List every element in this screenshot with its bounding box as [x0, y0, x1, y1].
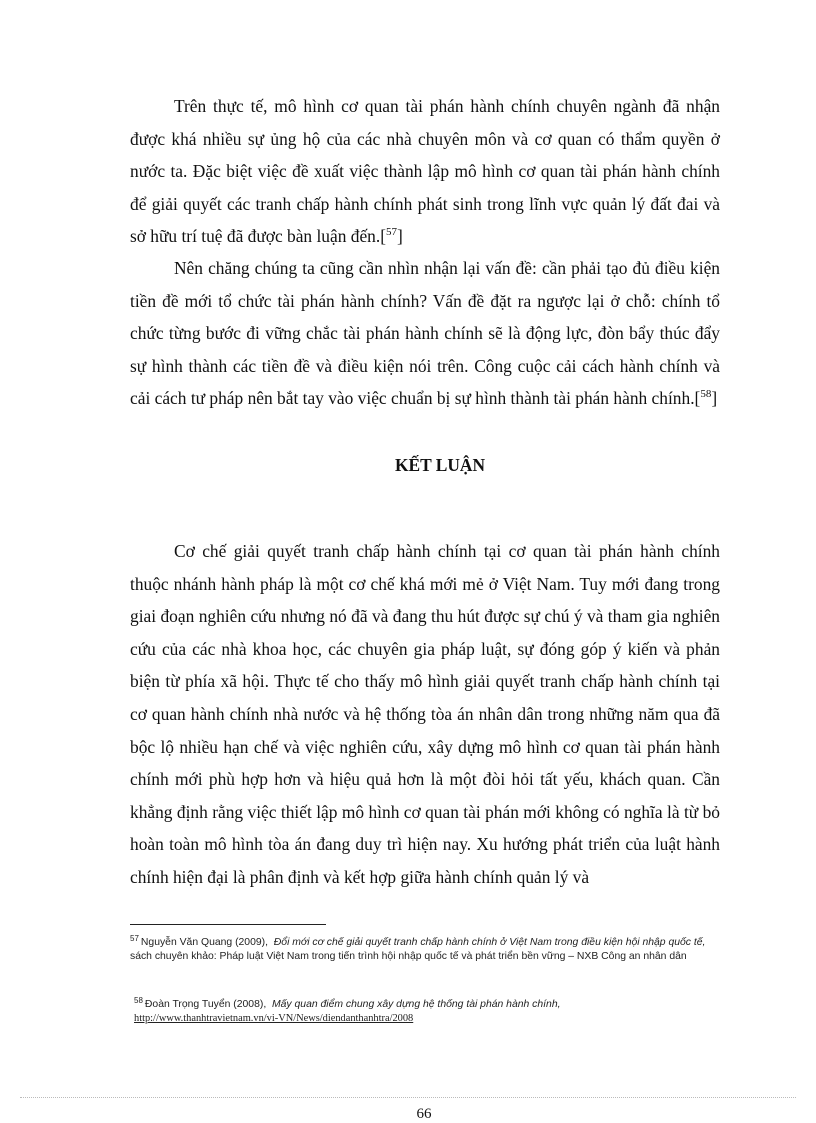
paragraph-1-bracket: ] [397, 226, 403, 247]
footnote-57 [130, 933, 720, 964]
footnote-58-mark: 58 [134, 995, 143, 1005]
footnote-ref-58[interactable]: 58 [700, 388, 712, 401]
section-heading: KẾT LUẬN [394, 455, 486, 475]
footnote-57-title: Đổi mới cơ chế giải quyết tranh chấp hành chính ở Việt Nam trong điều kiện hội nhập quốc tế, [273, 937, 706, 948]
footnote-ref-57[interactable]: 57 [386, 226, 398, 239]
paragraph-3 [130, 535, 720, 894]
paragraph-1 [130, 90, 720, 253]
page-bottom-dotted-line [20, 1097, 796, 1098]
page-number: 66 [416, 1106, 432, 1122]
footnote-57-mark: 57 [130, 933, 139, 943]
paragraph-1-text: Trên thực tế, mô hình cơ quan tài phán hành chính chuyên ngành đã nhận được khá nhiều sự ủng hộ của các nhà chuyên môn và cơ quan có thẩm quyền ở nước ta. Đặc biệt việc đề xuất việc thành lập mô hình cơ quan tài phán hành chính để giải quyết các tranh chấp hành chính phát sinh trong lĩnh vực quản lý đất đai và sở hữu trí tuệ đã được bàn luận đến.[ [130, 96, 720, 247]
paragraph-3-text: Cơ chế giải quyết tranh chấp hành chính tại cơ quan tài phán hành chính thuộc nhánh hành pháp là một cơ chế khá mới mẻ ở Việt Nam. Tuy mới đang trong giai đoạn nghiên cứu nhưng nó đã và đang thu hút được sự chú ý và tham gia nghiên cứu của các nhà khoa học, các chuyên gia pháp luật, sự đóng góp ý kiến và phản biện từ phía xã hội. Thực tế cho thấy mô hình giải quyết tranh chấp hành chính tại cơ quan hành chính nhà nước và hệ thống tòa án nhân dân trong những năm qua đã bộc lộ nhiều hạn chế và việc nghiên cứu, xây dựng mô hình cơ quan tài phán hành chính mới phù hợp hơn và hiệu quả hơn là một đòi hỏi tất yếu, khách quan. Cần khẳng định rằng việc thiết lập mô hình cơ quan tài phán mới không có nghĩa là từ bỏ hoàn toàn mô hình tòa án đang duy trì hiện nay. Xu hướng phát triển của luật hành chính hiện đại là phân định và kết hợp giữa hành chính quản lý và [130, 541, 720, 887]
footnote-58-author: Đoàn Trọng Tuyển (2008), [144, 999, 267, 1010]
paragraph-2-bracket: ] [711, 388, 718, 409]
footnote-58-link[interactable]: http://www.thanhtravietnam.vn/vi-VN/News/diendanthanhtra/2008 [134, 1013, 414, 1024]
footnote-divider [130, 924, 326, 925]
footnote-58-title: Mấy quan điểm chung xây dựng hệ thống tài phán hành chính, [272, 999, 561, 1010]
paragraph-2-text: Nên chăng chúng ta cũng cần nhìn nhận lại vấn đề: cần phải tạo đủ điều kiện tiền đề mới tổ chức tài phán hành chính? Vấn đề đặt ra ngược lại ở chỗ: chính tổ chức từng bước đi vững chắc tài phán hành chính sẽ là động lực, đòn bẩy thúc đẩy sự hình thành các tiền đề và điều kiện nói trên. Công cuộc cải cách hành chính và cải cách tư pháp nên bắt tay vào việc chuẩn bị sự hình thành tài phán hành chính.[ [130, 258, 720, 409]
footnote-58 [134, 995, 724, 1026]
paragraph-2 [130, 252, 720, 415]
footnote-57-author: Nguyễn Văn Quang (2009), [140, 937, 268, 948]
footnote-57-source: sách chuyên khảo: Pháp luật Việt Nam trong tiến trình hội nhập quốc tế và phát triển bền vững – NXB Công an nhân dân [130, 951, 687, 962]
